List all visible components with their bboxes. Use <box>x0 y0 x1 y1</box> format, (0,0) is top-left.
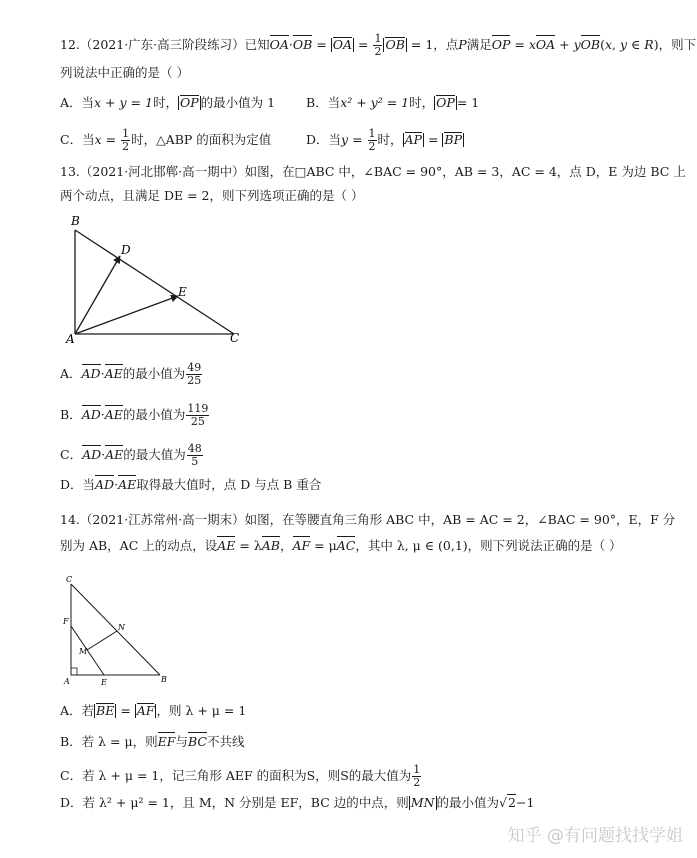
q13-option-a: A．AD·AE的最小值为 $\frac{49}{25}$ <box>60 361 202 387</box>
q13-label-e: E <box>178 285 187 299</box>
q13-label-a: A <box>66 332 75 346</box>
q13-option-c: C．AD·AE的最大值为 $\frac{48}{5}$ <box>60 442 202 468</box>
q14-option-c: C．若 λ + μ = 1，记三角形 AEF 的面积为S，则S的最大值为 $\frac{1}{2}$ <box>60 763 421 789</box>
q12-option-a: A．当x + y = 1时， OP 的最小值为 1 <box>60 95 276 110</box>
q12-stem-cont: 列说法中正确的是（ ） <box>60 65 189 80</box>
q14-option-d: D．若 λ² + μ² = 1，且 M，N 分别是 EF，BC 边的中点，则 MN 的最小值为√2−1 <box>60 795 535 810</box>
q13-stem-cont: 两个动点，且满足 DE = 2，则下列选项正确的是（ ） <box>60 188 364 203</box>
q13-stem: 13.（2021·河北邯郸·高一期中）如图，在□ABC 中，∠BAC = 90°，AB = 3，AC = 4，点 D，E 为边 BC 上 <box>60 164 686 179</box>
q12-stem: 12.（2021·广东·高三阶段练习）已知OA·OB = OA = $\frac{1}{2}$ OB = 1，点P满足OP = xOA + yOB(x, y ∈ R)，则下 <box>60 32 697 58</box>
q13-option-d: D．当AD·AE取得最大值时，点 D 与点 B 重合 <box>60 477 322 492</box>
q14-label-a: A <box>64 677 70 686</box>
watermark: 知乎 @有问题找找学姐 <box>507 826 683 846</box>
q12-option-b: B．当x² + y² = 1时， OP = 1 <box>306 95 480 110</box>
q13-label-d: D <box>121 243 131 257</box>
q13-label-c: C <box>230 331 240 345</box>
q14-label-f: F <box>63 617 69 626</box>
q14-stem: 14.（2021·江苏常州·高一期末）如图，在等腰直角三角形 ABC 中，AB = AC = 2，∠BAC = 90°，E，F 分 <box>60 512 676 527</box>
q14-stem-cont: 别为 AB，AC 上的动点，设AE = λAB，AF = μAC，其中 λ, μ ∈ (0,1)，则下列说法正确的是（ ） <box>60 538 622 553</box>
q14-option-b: B．若 λ = μ，则EF与BC不共线 <box>60 734 245 749</box>
q12-option-d: D．当y = $\frac{1}{2}$ 时， AP = BP <box>306 127 463 153</box>
q14-figure <box>60 572 180 692</box>
q14-label-b: B <box>161 675 167 684</box>
q13-figure <box>62 212 252 347</box>
q12-option-c: C．当x = $\frac{1}{2}$ 时，△ABP 的面积为定值 <box>60 127 272 153</box>
q13-label-b: B <box>71 214 80 228</box>
q14-option-a: A．若 BE = AF ，则 λ + μ = 1 <box>60 703 247 718</box>
q14-label-c: C <box>66 575 73 584</box>
q14-label-n: N <box>118 623 125 632</box>
q14-label-e: E <box>101 678 107 687</box>
q14-label-m: M <box>79 647 88 656</box>
q13-option-b: B．AD·AE的最小值为 $\frac{119}{25}$ <box>60 402 209 428</box>
